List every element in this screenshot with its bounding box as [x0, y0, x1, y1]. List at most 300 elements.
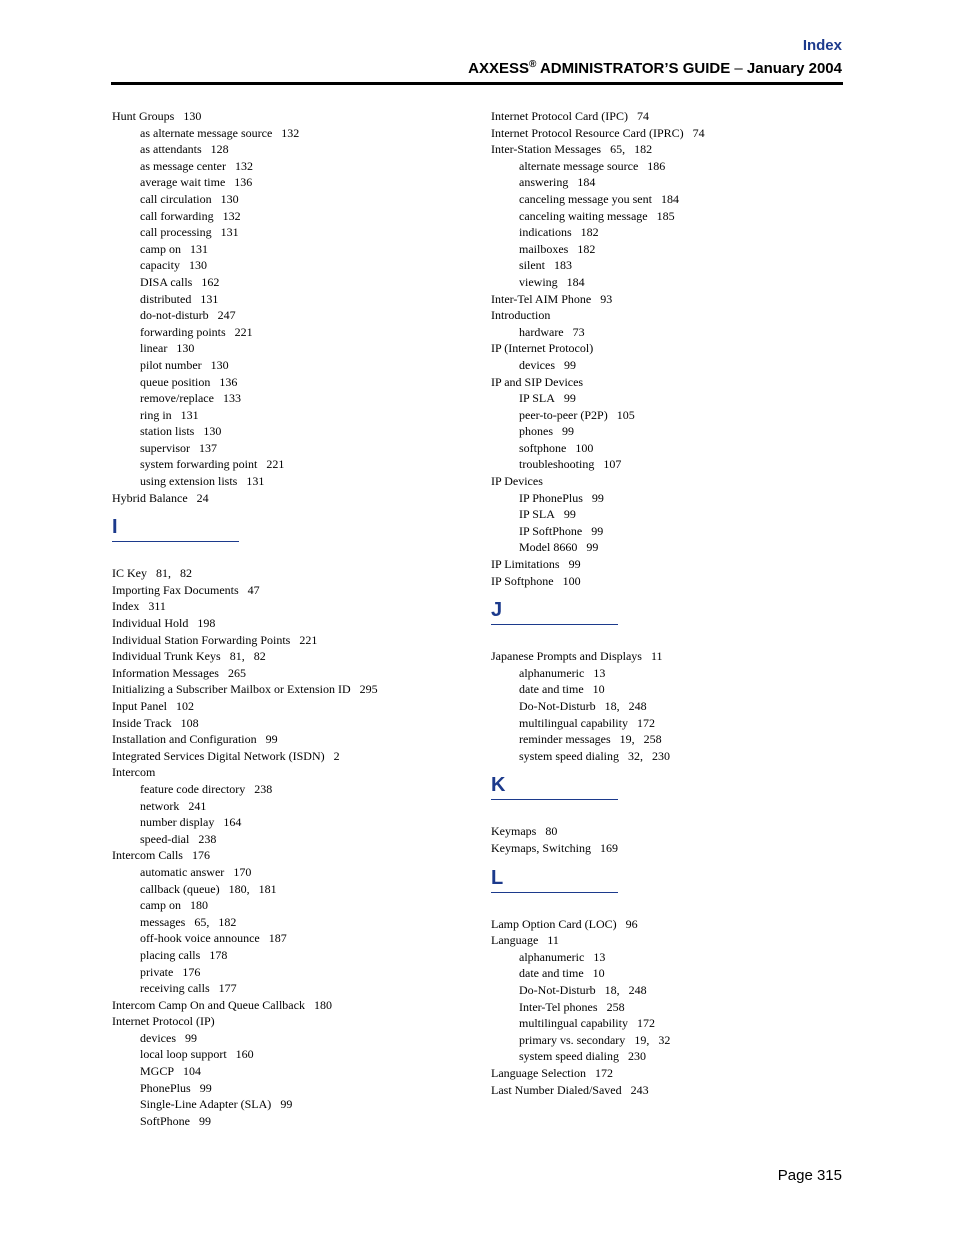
index-entry [112, 997, 472, 1014]
entry-term: call circulation [140, 191, 212, 206]
index-entry [112, 681, 472, 698]
entry-term: Japanese Prompts and Displays [491, 649, 642, 664]
entry-term: Language [491, 933, 539, 948]
index-subentry [112, 224, 472, 241]
entry-term: messages [140, 914, 186, 929]
entry-pages: 99 [586, 540, 599, 555]
index-entry [491, 291, 851, 308]
index-subentry [112, 340, 472, 357]
entry-pages: 241 [188, 798, 207, 813]
entry-term: Last Number Dialed/Saved [491, 1082, 622, 1097]
index-entry [491, 141, 851, 158]
index-column-left [112, 108, 472, 1129]
entry-term: call forwarding [140, 208, 214, 223]
index-subentry [491, 698, 851, 715]
index-entry [491, 125, 851, 142]
section-rule [112, 541, 239, 542]
header-title-main: ADMINISTRATOR’S GUIDE [536, 60, 735, 77]
entry-term: Individual Station Forwarding Points [112, 632, 291, 647]
entry-term: number display [140, 815, 215, 830]
entry-term: placing calls [140, 947, 201, 962]
index-subentry [112, 881, 472, 898]
entry-term: camp on [140, 898, 181, 913]
index-subentry [491, 1015, 851, 1032]
index-subentry [491, 191, 851, 208]
index-entry [491, 1082, 851, 1099]
index-entry [491, 473, 851, 490]
entry-term: MGCP [140, 1064, 175, 1079]
index-subentry [112, 291, 472, 308]
index-subentry [112, 1113, 472, 1130]
registered-mark: ® [528, 59, 537, 70]
entry-pages: 32, 230 [627, 748, 670, 763]
entry-pages: 164 [223, 815, 242, 830]
entry-term: linear [140, 341, 168, 356]
index-subentry [112, 456, 472, 473]
section-rule [491, 624, 618, 625]
index-subentry [112, 781, 472, 798]
entry-pages: 186 [647, 158, 666, 173]
entry-pages: 99 [563, 507, 576, 522]
entry-term: Internet Protocol Resource Card (IPRC) [491, 125, 684, 140]
letter-section [491, 598, 851, 625]
index-entry [491, 840, 851, 857]
index-subentry [491, 665, 851, 682]
entry-pages: 11 [547, 933, 559, 948]
entry-pages: 74 [692, 125, 705, 140]
entry-term: peer-to-peer (P2P) [519, 407, 608, 422]
section-letter: J [491, 599, 503, 622]
entry-pages: 99 [591, 490, 604, 505]
entry-pages: 81, 82 [156, 566, 192, 581]
entry-term: IP Softphone [491, 573, 554, 588]
index-column-right [491, 108, 851, 1098]
index-subentry [112, 125, 472, 142]
entry-term: IP and SIP Devices [491, 374, 584, 389]
entry-pages: 184 [566, 274, 585, 289]
entry-pages: 2 [333, 748, 340, 763]
index-subentry [491, 440, 851, 457]
entry-term: forwarding points [140, 324, 226, 339]
entry-term: station lists [140, 424, 195, 439]
entry-pages: 176 [191, 848, 210, 863]
entry-term: Inter-Tel phones [519, 999, 598, 1014]
entry-pages: 13 [593, 665, 606, 680]
entry-pages: 230 [627, 1049, 646, 1064]
index-subentry [491, 257, 851, 274]
header-guide-title [468, 60, 842, 77]
index-subentry [112, 814, 472, 831]
entry-term: Initializing a Subscriber Mailbox or Extension ID [112, 682, 351, 697]
entry-pages: 99 [591, 523, 604, 538]
entry-term: Inter-Tel AIM Phone [491, 291, 592, 306]
entry-pages: 180 [313, 997, 332, 1012]
index-subentry [112, 897, 472, 914]
entry-pages: 265 [227, 665, 246, 680]
entry-term: Single-Line Adapter (SLA) [140, 1097, 272, 1112]
index-subentry [112, 440, 472, 457]
index-subentry [112, 158, 472, 175]
entry-term: IP (Internet Protocol) [491, 341, 594, 356]
entry-term: softphone [519, 440, 567, 455]
index-entry [112, 731, 472, 748]
entry-term: network [140, 798, 180, 813]
entry-term: Lamp Option Card (LOC) [491, 916, 617, 931]
entry-pages: 172 [594, 1065, 613, 1080]
letter-section [112, 515, 472, 542]
section-letter: K [491, 774, 506, 797]
index-subentry [491, 324, 851, 341]
index-subentry [491, 731, 851, 748]
entry-term: as attendants [140, 142, 202, 157]
index-subentry [491, 390, 851, 407]
entry-term: Inter-Station Messages [491, 142, 602, 157]
entry-pages: 99 [265, 732, 278, 747]
entry-pages: 131 [246, 474, 265, 489]
entry-pages: 81, 82 [229, 649, 266, 664]
entry-pages: 80 [545, 824, 558, 839]
entry-term: viewing [519, 274, 558, 289]
index-subentry [491, 539, 851, 556]
page-label: Page [777, 1167, 813, 1184]
entry-term: Information Messages [112, 665, 219, 680]
entry-term: receiving calls [140, 981, 210, 996]
entry-term: queue position [140, 374, 211, 389]
entry-term: devices [140, 1030, 176, 1045]
entry-pages: 99 [184, 1030, 197, 1045]
section-rule [491, 799, 618, 800]
entry-pages: 19, 258 [619, 732, 662, 747]
entry-pages: 130 [203, 424, 222, 439]
entry-pages: 184 [660, 191, 679, 206]
index-entry [112, 764, 472, 781]
entry-term: camp on [140, 241, 181, 256]
index-entry [112, 565, 472, 582]
entry-pages: 131 [180, 407, 199, 422]
index-subentry [112, 980, 472, 997]
header-dash: – [734, 60, 743, 77]
index-entry [112, 847, 472, 864]
index-subentry [112, 1046, 472, 1063]
entry-pages: 132 [281, 125, 300, 140]
index-entry [112, 615, 472, 632]
entry-pages: 137 [199, 440, 217, 455]
index-subentry [491, 982, 851, 999]
entry-pages: 311 [148, 599, 166, 614]
entry-pages: 180 [190, 898, 208, 913]
index-subentry [112, 208, 472, 225]
entry-pages: 65, 182 [610, 142, 653, 157]
index-subentry [491, 490, 851, 507]
entry-term: system forwarding point [140, 457, 258, 472]
entry-term: phones [519, 424, 553, 439]
letter-section [491, 773, 851, 800]
entry-term: automatic answer [140, 864, 225, 879]
entry-term: private [140, 964, 174, 979]
index-subentry [491, 174, 851, 191]
entry-pages: 19, 32 [634, 1032, 671, 1047]
index-subentry [491, 357, 851, 374]
entry-pages: 102 [176, 699, 194, 713]
letter-section [491, 866, 851, 893]
index-subentry [491, 241, 851, 258]
entry-term: date and time [519, 966, 584, 981]
entry-term: Intercom Camp On and Queue Callback [112, 997, 305, 1012]
entry-term: Do-Not-Disturb [519, 699, 596, 713]
index-subentry [112, 930, 472, 947]
entry-pages: 130 [183, 109, 202, 123]
entry-term: system speed dialing [519, 1049, 619, 1064]
index-subentry [491, 1048, 851, 1065]
entry-pages: 47 [247, 582, 260, 597]
entry-pages: 136 [219, 374, 238, 389]
entry-term: as alternate message source [140, 125, 273, 140]
entry-pages: 133 [222, 391, 241, 406]
index-subentry [112, 1063, 472, 1080]
index-subentry [491, 523, 851, 540]
index-entry [112, 1013, 472, 1030]
section-letter: L [491, 866, 504, 889]
index-entry [491, 340, 851, 357]
index-subentry [112, 407, 472, 424]
entry-term: alphanumeric [519, 665, 585, 680]
entry-pages: 128 [210, 142, 229, 157]
index-subentry [112, 864, 472, 881]
entry-pages: 130 [188, 258, 207, 273]
entry-pages: 176 [182, 964, 201, 979]
entry-term: Index [112, 599, 140, 614]
entry-pages: 160 [235, 1047, 254, 1062]
entry-pages: 99 [199, 1080, 212, 1095]
entry-pages: 169 [600, 840, 618, 855]
entry-term: devices [519, 357, 555, 372]
entry-term: system speed dialing [519, 748, 619, 763]
index-subentry [491, 407, 851, 424]
index-entry [112, 715, 472, 732]
entry-term: SoftPhone [140, 1113, 191, 1128]
entry-pages: 243 [630, 1082, 649, 1097]
entry-pages: 131 [190, 241, 208, 256]
entry-term: IP Devices [491, 474, 543, 489]
index-subentry [112, 390, 472, 407]
entry-pages: 180, 181 [228, 881, 277, 896]
index-entry [112, 648, 472, 665]
index-entry [491, 916, 851, 933]
index-entry [491, 573, 851, 590]
entry-pages: 11 [650, 649, 663, 664]
entry-term: Inside Track [112, 715, 172, 730]
entry-term: Keymaps, Switching [491, 840, 591, 855]
index-subentry [491, 949, 851, 966]
index-subentry [491, 423, 851, 440]
entry-pages: 100 [562, 573, 581, 588]
index-entry [112, 698, 472, 715]
entry-term: Keymaps [491, 824, 537, 839]
index-subentry [112, 914, 472, 931]
index-entry [112, 108, 472, 125]
entry-term: Integrated Services Digital Network (ISDN) [112, 748, 325, 763]
entry-term: mailboxes [519, 241, 569, 256]
entry-term: DISA calls [140, 274, 193, 289]
index-entry [112, 582, 472, 599]
entry-term: capacity [140, 258, 180, 273]
entry-pages: 74 [636, 109, 649, 123]
index-entry [491, 823, 851, 840]
entry-term: pilot number [140, 357, 202, 372]
entry-term: Intercom [112, 765, 156, 780]
entry-pages: 99 [280, 1097, 293, 1112]
entry-pages: 162 [201, 274, 220, 289]
entry-pages: 172 [636, 1016, 655, 1031]
index-subentry [112, 374, 472, 391]
entry-term: Internet Protocol (IP) [112, 1014, 215, 1029]
entry-term: silent [519, 258, 545, 273]
entry-pages: 10 [592, 682, 605, 697]
entry-pages: 132 [222, 208, 241, 223]
index-subentry [491, 681, 851, 698]
header-date: January 2004 [742, 60, 842, 77]
entry-pages: 96 [625, 916, 638, 931]
index-subentry [112, 307, 472, 324]
index-subentry [491, 158, 851, 175]
entry-pages: 221 [234, 324, 253, 339]
index-subentry [491, 965, 851, 982]
entry-pages: 99 [568, 557, 581, 572]
entry-term: Input Panel [112, 699, 167, 713]
entry-term: multilingual capability [519, 715, 628, 730]
page-footer [778, 1167, 842, 1184]
entry-term: Model 8660 [519, 540, 578, 555]
entry-term: Do-Not-Disturb [519, 982, 596, 997]
entry-term: Intercom Calls [112, 848, 183, 863]
entry-term: remove/replace [140, 391, 214, 406]
entry-term: Language Selection [491, 1065, 586, 1080]
entry-pages: 295 [359, 682, 378, 697]
entry-term: IC Key [112, 566, 147, 581]
entry-term: reminder messages [519, 732, 611, 747]
entry-pages: 130 [210, 357, 229, 372]
index-subentry [491, 1032, 851, 1049]
entry-pages: 24 [196, 490, 209, 505]
index-subentry [491, 274, 851, 291]
index-entry [112, 490, 472, 507]
entry-pages: 132 [234, 158, 253, 173]
entry-term: indications [519, 225, 572, 240]
entry-term: answering [519, 175, 569, 190]
entry-term: IP PhonePlus [519, 490, 583, 505]
entry-term: Hybrid Balance [112, 490, 188, 505]
index-entry [491, 374, 851, 391]
index-subentry [112, 191, 472, 208]
section-letter: I [112, 516, 118, 539]
entry-term: hardware [519, 324, 564, 339]
entry-term: average wait time [140, 175, 226, 190]
index-subentry [112, 798, 472, 815]
page-number: 315 [816, 1167, 842, 1184]
entry-pages: 100 [575, 440, 594, 455]
entry-term: IP SLA [519, 507, 555, 522]
entry-term: IP SoftPhone [519, 523, 583, 538]
entry-pages: 18, 248 [604, 982, 647, 997]
entry-pages: 198 [197, 616, 216, 631]
entry-pages: 185 [656, 208, 675, 223]
index-subentry [491, 456, 851, 473]
entry-pages: 105 [616, 407, 635, 422]
entry-term: alphanumeric [519, 949, 585, 964]
entry-pages: 172 [636, 715, 655, 730]
entry-term: Individual Hold [112, 616, 189, 631]
entry-term: multilingual capability [519, 1016, 628, 1031]
index-entry [491, 307, 851, 324]
index-subentry [112, 357, 472, 374]
entry-pages: 131 [200, 291, 219, 306]
entry-term: Installation and Configuration [112, 732, 257, 747]
entry-pages: 221 [299, 632, 318, 647]
entry-term: callback (queue) [140, 881, 220, 896]
entry-pages: 99 [563, 391, 576, 406]
entry-term: distributed [140, 291, 192, 306]
index-subentry [112, 257, 472, 274]
index-subentry [491, 208, 851, 225]
entry-pages: 99 [563, 357, 576, 372]
entry-pages: 136 [234, 175, 253, 190]
entry-pages: 238 [254, 781, 273, 796]
index-subentry [112, 324, 472, 341]
entry-term: primary vs. secondary [519, 1032, 626, 1047]
entry-pages: 183 [554, 258, 572, 273]
entry-term: do-not-disturb [140, 308, 209, 323]
index-subentry [491, 748, 851, 765]
entry-pages: 73 [572, 324, 585, 339]
entry-term: speed-dial [140, 831, 190, 846]
index-subentry [491, 715, 851, 732]
entry-pages: 221 [266, 457, 285, 472]
entry-pages: 238 [198, 831, 217, 846]
entry-pages: 130 [220, 191, 239, 206]
index-subentry [112, 947, 472, 964]
entry-term: Importing Fax Documents [112, 582, 239, 597]
header-brand: AXXESS [468, 60, 529, 77]
entry-pages: 170 [233, 864, 252, 879]
index-subentry [112, 1030, 472, 1047]
entry-pages: 258 [606, 999, 625, 1014]
entry-pages: 187 [268, 931, 287, 946]
section-rule [491, 892, 618, 893]
entry-pages: 13 [593, 949, 606, 964]
entry-pages: 177 [218, 981, 237, 996]
entry-pages: 93 [600, 291, 613, 306]
entry-term: troubleshooting [519, 457, 595, 472]
index-entry [491, 1065, 851, 1082]
entry-term: date and time [519, 682, 584, 697]
entry-term: IP SLA [519, 391, 555, 406]
entry-pages: 130 [176, 341, 195, 356]
entry-pages: 131 [220, 225, 239, 240]
index-entry [112, 632, 472, 649]
index-subentry [112, 1096, 472, 1113]
index-subentry [112, 1080, 472, 1097]
entry-term: call processing [140, 225, 212, 240]
entry-pages: 65, 182 [194, 914, 237, 929]
entry-term: local loop support [140, 1047, 227, 1062]
entry-term: Individual Trunk Keys [112, 649, 221, 664]
index-entry [112, 748, 472, 765]
index-subentry [112, 274, 472, 291]
entry-term: canceling waiting message [519, 208, 648, 223]
entry-term: as message center [140, 158, 226, 173]
index-subentry [112, 423, 472, 440]
index-subentry [112, 964, 472, 981]
